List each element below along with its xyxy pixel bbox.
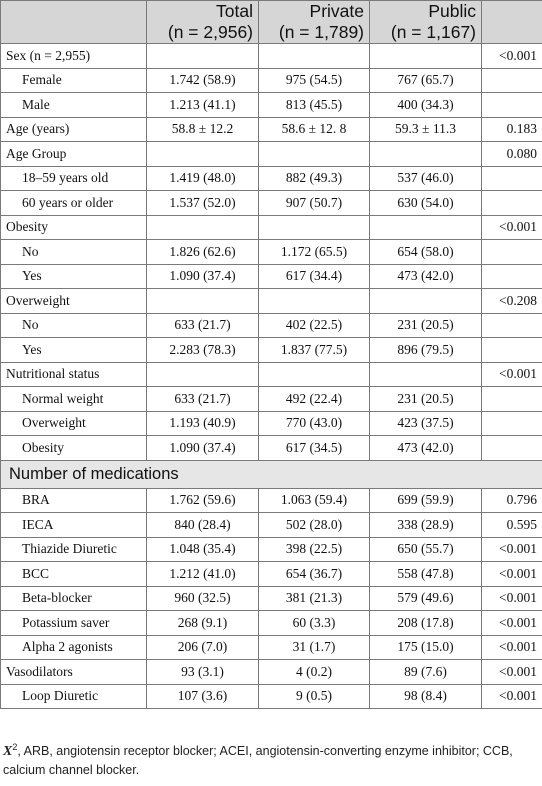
cell-public: 630 (54.0): [370, 191, 482, 216]
row-label: BCC: [1, 562, 147, 587]
table-row: [1, 191, 542, 216]
cell-public: 400 (34.3): [370, 93, 482, 118]
table-row: [1, 611, 542, 636]
header-total: [147, 1, 259, 44]
cell-total: 2.283 (78.3): [147, 338, 259, 363]
cell-public: [370, 215, 482, 240]
cell-p-value: 0.595: [482, 513, 542, 538]
cell-public: 699 (59.9): [370, 488, 482, 513]
row-label: Sex (n = 2,955): [1, 44, 147, 69]
cell-private: 1.172 (65.5): [259, 240, 370, 265]
table-row: [1, 338, 542, 363]
row-label: Male: [1, 93, 147, 118]
footnote-sup: 2: [12, 742, 18, 752]
cell-private: 381 (21.3): [259, 586, 370, 611]
cell-total: 1.537 (52.0): [147, 191, 259, 216]
table-row: [1, 488, 542, 513]
footnote-symbol: X: [3, 744, 13, 760]
table-row: [1, 537, 542, 562]
cell-public: 537 (46.0): [370, 166, 482, 191]
cell-private: 492 (22.4): [259, 387, 370, 412]
table-row: [1, 635, 542, 660]
cell-private: [259, 142, 370, 167]
row-label: Loop Diuretic: [1, 684, 147, 709]
cell-p-value: 0.080: [482, 142, 542, 167]
cell-private: 1.063 (59.4): [259, 488, 370, 513]
cell-private: 617 (34.5): [259, 436, 370, 461]
table-row: [1, 166, 542, 191]
row-label: Yes: [1, 338, 147, 363]
cell-p-value: <0.001: [482, 362, 542, 387]
cell-private: 58.6 ± 12. 8: [259, 117, 370, 142]
cell-public: [370, 362, 482, 387]
cell-total: 206 (7.0): [147, 635, 259, 660]
cell-private: [259, 215, 370, 240]
header-public: [370, 1, 482, 44]
cell-public: 654 (58.0): [370, 240, 482, 265]
cell-total: [147, 44, 259, 69]
cell-p-value: [482, 387, 542, 412]
cell-total: 268 (9.1): [147, 611, 259, 636]
table-row: [1, 436, 542, 461]
cell-total: 960 (32.5): [147, 586, 259, 611]
row-label: Overweight: [1, 411, 147, 436]
cell-total: 1.419 (48.0): [147, 166, 259, 191]
table-row: [1, 411, 542, 436]
cell-total: 633 (21.7): [147, 313, 259, 338]
cell-public: 89 (7.6): [370, 660, 482, 685]
row-label: No: [1, 240, 147, 265]
row-label: Age (years): [1, 117, 147, 142]
cell-private: 31 (1.7): [259, 635, 370, 660]
header-public-n: (n = 1,167): [390, 22, 476, 42]
header-total-n: (n = 2,956): [167, 22, 253, 42]
cell-private: [259, 289, 370, 314]
header-row: [1, 1, 542, 44]
row-label: Age Group: [1, 142, 147, 167]
row-label: Vasodilators: [1, 660, 147, 685]
row-label: Nutritional status: [1, 362, 147, 387]
cell-private: 770 (43.0): [259, 411, 370, 436]
row-label: Normal weight: [1, 387, 147, 412]
section-label: Number of medications: [1, 460, 542, 488]
cell-p-value: <0.001: [482, 44, 542, 69]
cell-public: 98 (8.4): [370, 684, 482, 709]
table-row: [1, 215, 542, 240]
cell-private: 907 (50.7): [259, 191, 370, 216]
row-label: 18–59 years old: [1, 166, 147, 191]
header-blank: [1, 1, 147, 44]
cell-private: 813 (45.5): [259, 93, 370, 118]
cell-p-value: <0.001: [482, 684, 542, 709]
table-row: [1, 289, 542, 314]
table-row: [1, 660, 542, 685]
cell-p-value: [482, 166, 542, 191]
cell-p-value: [482, 68, 542, 93]
cell-public: 650 (55.7): [370, 537, 482, 562]
row-label: Thiazide Diuretic: [1, 537, 147, 562]
cell-p-value: [482, 411, 542, 436]
row-label: Yes: [1, 264, 147, 289]
header-public-name: Public: [428, 1, 476, 21]
cell-total: [147, 215, 259, 240]
cell-p-value: 0.796: [482, 488, 542, 513]
cell-public: 473 (42.0): [370, 264, 482, 289]
table-row: [1, 68, 542, 93]
row-label: BRA: [1, 488, 147, 513]
cell-total: 58.8 ± 12.2: [147, 117, 259, 142]
cell-total: 1.742 (58.9): [147, 68, 259, 93]
cell-public: 175 (15.0): [370, 635, 482, 660]
table-row: [1, 142, 542, 167]
table-row: [1, 362, 542, 387]
cell-private: 617 (34.4): [259, 264, 370, 289]
cell-public: 231 (20.5): [370, 387, 482, 412]
cell-total: 1.762 (59.6): [147, 488, 259, 513]
cell-private: [259, 362, 370, 387]
section-row: [1, 460, 542, 488]
table-row: [1, 44, 542, 69]
cell-public: 473 (42.0): [370, 436, 482, 461]
cell-p-value: [482, 191, 542, 216]
table-row: [1, 240, 542, 265]
cell-public: 208 (17.8): [370, 611, 482, 636]
cell-private: 402 (22.5): [259, 313, 370, 338]
row-label: Overweight: [1, 289, 147, 314]
row-label: Female: [1, 68, 147, 93]
cell-total: 1.212 (41.0): [147, 562, 259, 587]
cell-public: [370, 142, 482, 167]
table-row: [1, 387, 542, 412]
row-label: No: [1, 313, 147, 338]
cell-total: 1.826 (62.6): [147, 240, 259, 265]
cell-public: 558 (47.8): [370, 562, 482, 587]
cell-private: 398 (22.5): [259, 537, 370, 562]
cell-private: 9 (0.5): [259, 684, 370, 709]
table-row: [1, 117, 542, 142]
cell-total: 1.090 (37.4): [147, 436, 259, 461]
cell-private: 654 (36.7): [259, 562, 370, 587]
cell-p-value: [482, 313, 542, 338]
cell-private: 1.837 (77.5): [259, 338, 370, 363]
cell-private: 502 (28.0): [259, 513, 370, 538]
cell-p-value: <0.001: [482, 586, 542, 611]
cell-public: 423 (37.5): [370, 411, 482, 436]
cell-public: [370, 289, 482, 314]
table-row: [1, 586, 542, 611]
cell-total: 1.048 (35.4): [147, 537, 259, 562]
cell-total: 93 (3.1): [147, 660, 259, 685]
cell-private: [259, 44, 370, 69]
table-row: [1, 684, 542, 709]
row-label: Beta-blocker: [1, 586, 147, 611]
table-row: [1, 93, 542, 118]
cell-public: 338 (28.9): [370, 513, 482, 538]
header-total-name: Total: [216, 1, 253, 21]
cell-total: 107 (3.6): [147, 684, 259, 709]
cell-p-value: [482, 240, 542, 265]
header-private-name: Private: [309, 1, 364, 21]
cell-p-value: <0.001: [482, 537, 542, 562]
cell-public: 59.3 ± 11.3: [370, 117, 482, 142]
cell-public: 231 (20.5): [370, 313, 482, 338]
header-p-value: [482, 1, 542, 44]
table-row: [1, 264, 542, 289]
cell-total: 840 (28.4): [147, 513, 259, 538]
row-label: Alpha 2 agonists: [1, 635, 147, 660]
cell-total: [147, 362, 259, 387]
cell-total: [147, 142, 259, 167]
header-private-n: (n = 1,789): [278, 22, 364, 42]
row-label: IECA: [1, 513, 147, 538]
table-row: [1, 513, 542, 538]
cell-p-value: [482, 338, 542, 363]
row-label: Obesity: [1, 215, 147, 240]
footnote-text: , ARB, angiotensin receptor blocker; ACEI, angiotensin-converting enzyme inhibitor; CCB, calcium channel blocker.: [3, 744, 513, 778]
cell-p-value: [482, 264, 542, 289]
cell-private: 4 (0.2): [259, 660, 370, 685]
cell-total: [147, 289, 259, 314]
table-row: [1, 313, 542, 338]
cell-total: 1.213 (41.1): [147, 93, 259, 118]
table-footnote: [3, 738, 539, 779]
row-label: 60 years or older: [1, 191, 147, 216]
cell-p-value: [482, 93, 542, 118]
cell-total: 1.090 (37.4): [147, 264, 259, 289]
cell-total: 633 (21.7): [147, 387, 259, 412]
cell-private: 882 (49.3): [259, 166, 370, 191]
cell-p-value: <0.001: [482, 562, 542, 587]
row-label: Obesity: [1, 436, 147, 461]
cell-p-value: <0.001: [482, 635, 542, 660]
cell-p-value: [482, 436, 542, 461]
row-label: Potassium saver: [1, 611, 147, 636]
cell-p-value: <0.001: [482, 611, 542, 636]
cell-total: 1.193 (40.9): [147, 411, 259, 436]
cell-p-value: <0.208: [482, 289, 542, 314]
cell-public: 579 (49.6): [370, 586, 482, 611]
header-private: [259, 1, 370, 44]
cell-p-value: <0.001: [482, 660, 542, 685]
cell-p-value: 0.183: [482, 117, 542, 142]
cell-private: 975 (54.5): [259, 68, 370, 93]
cell-public: 896 (79.5): [370, 338, 482, 363]
cell-private: 60 (3.3): [259, 611, 370, 636]
table-row: [1, 562, 542, 587]
cell-public: 767 (65.7): [370, 68, 482, 93]
cell-public: [370, 44, 482, 69]
cell-p-value: <0.001: [482, 215, 542, 240]
